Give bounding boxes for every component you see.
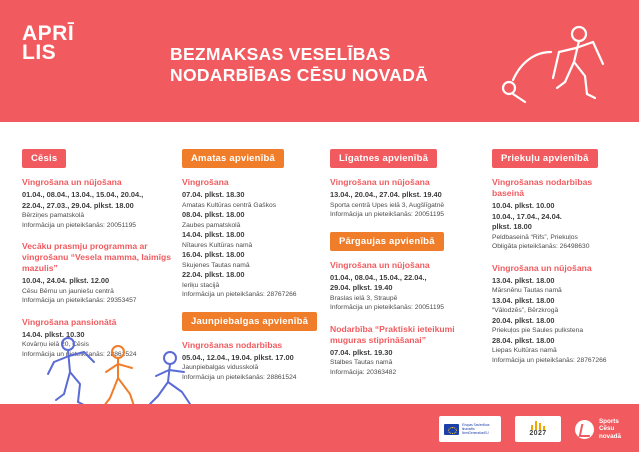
- event-location: “Vālodzēs”, Bērzkrogā: [492, 307, 559, 315]
- event-contact: Informācija un pieteikšanās: 20051195: [330, 304, 445, 312]
- nordic-walking-figure-icon: [495, 18, 615, 110]
- page-title: [170, 44, 500, 86]
- event-block: [22, 241, 172, 306]
- sports-logo-line-1: Sports: [598, 417, 619, 425]
- month-line-1: APRĪ: [22, 22, 75, 45]
- event-location: Nītaures Kultūras namā: [182, 241, 253, 249]
- event-contact: Informācija un pieteikšanās: 28767266: [492, 356, 607, 364]
- event-date: 10.04. plkst. 10.00: [492, 201, 555, 210]
- sports-logo-text: [599, 418, 621, 441]
- event-title: Vingrošana un nūjošana: [22, 177, 122, 187]
- event-date: 16.04. plkst. 18.00: [182, 250, 245, 259]
- chip-ligatne: Līgatnes apvienībā: [330, 149, 437, 168]
- month-line-2: LIS: [22, 41, 57, 64]
- chip-cesis: Cēsis: [22, 149, 66, 168]
- event-location: Sporta centrā Upes ielā 3, Augšlīgatnē: [330, 201, 445, 209]
- chip-pargauja: Pārgaujas apvienībā: [330, 232, 444, 251]
- event-contact: Informācija un pieteikšanās: 29353457: [22, 297, 137, 305]
- event-date: 14.04. plkst. 18.00: [182, 230, 245, 239]
- event-location: Skujenes Tautas namā: [182, 261, 250, 269]
- event-date: 13.04. plkst. 18.00: [492, 295, 555, 305]
- event-block: [182, 177, 322, 300]
- event-date: 22.04., 27.03., 29.04. plkst. 18.00: [22, 200, 134, 210]
- event-date: plkst. 18.00: [492, 222, 532, 232]
- eu-logo-text: Eiropas Savienības finansēts NextGenerationEU: [461, 423, 490, 435]
- event-contact: Obligāta pieteikšanās: 26498630: [492, 243, 590, 251]
- event-date: 13.04. plkst. 18.00: [492, 275, 555, 285]
- event-date: 29.04. plkst. 19.40: [330, 283, 393, 293]
- chip-amatas: Amatas apvienībā: [182, 149, 284, 168]
- event-location: Bērziņes pamatskolā: [22, 212, 85, 219]
- event-title: Vingrošana: [182, 177, 229, 187]
- event-date: 10.04., 24.04. plkst. 12.00: [22, 276, 110, 286]
- event-block: [330, 260, 485, 313]
- event-title: Vingrošana un nūjošana: [330, 177, 430, 187]
- event-location: Braslas ielā 3, Straupē: [330, 294, 398, 302]
- event-date: 28.04. plkst. 18.00: [492, 335, 555, 345]
- column-priekuli: [492, 148, 622, 376]
- event-block: [22, 177, 172, 230]
- chip-priekuli: Priekuļu apvienībā: [492, 149, 598, 168]
- event-contact: Informācija un pieteikšanās: 28861524: [182, 373, 297, 381]
- event-location: Ieriķu stacijā: [182, 281, 220, 289]
- event-contact: Informācija un pieteikšanās: 20051195: [330, 211, 445, 219]
- bars-icon: [531, 421, 546, 430]
- event-block: [330, 324, 485, 378]
- event-title: Vingrošanas nodarbības: [182, 339, 283, 350]
- month-label: [22, 24, 74, 62]
- event-location: Liepas Kultūras namā: [492, 347, 557, 355]
- event-date: 22.04. plkst. 18.00: [182, 270, 245, 279]
- event-date: 20.04. plkst. 18.00: [492, 315, 555, 325]
- event-block: [330, 177, 485, 220]
- event-title: Nodarbība “Praktiski ieteikumi muguras stiprināšanai”: [330, 323, 455, 345]
- event-date: 07.04. plkst. 18.30: [182, 190, 245, 199]
- event-title: Vingrošana un nūjošana: [492, 262, 592, 273]
- year-label: 2027: [529, 430, 547, 437]
- eu-funding-logo: [439, 416, 501, 442]
- event-location: Zaubes pamatskolā: [182, 221, 241, 229]
- event-location: Amatas Kultūras centrā Gaškos: [182, 201, 277, 209]
- event-contact: Informācija: 20363482: [330, 368, 397, 376]
- sports-logo-line-3: novadā: [598, 432, 621, 440]
- column-ligatne: [330, 148, 485, 389]
- event-block: [492, 263, 622, 366]
- event-date: 10.04., 17.04., 24.04.: [492, 211, 562, 221]
- event-date: 07.04. plkst. 19.30: [330, 347, 393, 357]
- event-contact: Informācija un pieteikšanās: 28767266: [182, 291, 297, 298]
- eu-flag-icon: [444, 424, 459, 435]
- event-location: Stalbes Tautas namā: [330, 359, 393, 367]
- stretching-figures-illustration: [18, 329, 208, 414]
- event-schedule-list: [492, 276, 622, 356]
- footer-logos: [439, 416, 621, 442]
- event-location: Jaunpiebalgas vidusskolā: [182, 364, 259, 372]
- event-date: 05.04., 12.04., 19.04. plkst. 17.00: [182, 352, 294, 362]
- sports-cesu-novada-logo: [575, 418, 621, 441]
- event-date: 13.04., 20.04., 27.04. plkst. 19.40: [330, 190, 442, 199]
- event-schedule-list: [492, 201, 622, 242]
- event-location: Cēsu Bērnu un jauniešu centrā: [22, 287, 114, 295]
- runner-icon: [575, 420, 594, 439]
- event-location: Priekuļos pie Saules pulkstena: [492, 327, 584, 335]
- event-title: Vingrošana un nūjošana: [330, 259, 430, 270]
- event-schedule-list: [182, 190, 322, 290]
- title-line-2: NODARBĪBAS CĒSU NOVADĀ: [170, 65, 429, 85]
- event-date: 01.04., 08.04., 13.04., 15.04., 20.04.,: [22, 190, 144, 199]
- event-title: Vingrošanas nodarbības baseinā: [492, 177, 593, 198]
- event-date: 01.04., 08.04., 15.04., 22.04.,: [330, 272, 427, 282]
- chip-jaunpiebalga: Jaunpiebalgas apvienībā: [182, 312, 317, 331]
- event-location: Peldbaseinā “Rifs”, Priekuļos: [492, 233, 578, 241]
- event-contact: Informācija un pieteikšanās: 20051195: [22, 221, 137, 229]
- title-line-1: BEZMAKSAS VESELĪBAS: [170, 44, 391, 64]
- event-title: Vingrošana pansionātā: [22, 316, 117, 327]
- event-location: Mārsnēnu Tautas namā: [492, 287, 562, 295]
- event-title: Vecāku prasmju programma ar vingrošanu “Vesela mamma, laimīgs mazulis”: [22, 241, 172, 274]
- event-date: 14.04. plkst. 10.30: [22, 329, 85, 339]
- event-location: Kovārņu ielā 20, Cēsis: [22, 341, 89, 349]
- event-contact: Informācija un pieteikšanās: 28861524: [22, 350, 137, 358]
- year-2027-logo: [515, 416, 561, 442]
- event-block: [492, 177, 622, 252]
- event-date: 08.04. plkst. 18.00: [182, 210, 245, 219]
- sports-logo-line-2: Cēsu: [598, 425, 615, 433]
